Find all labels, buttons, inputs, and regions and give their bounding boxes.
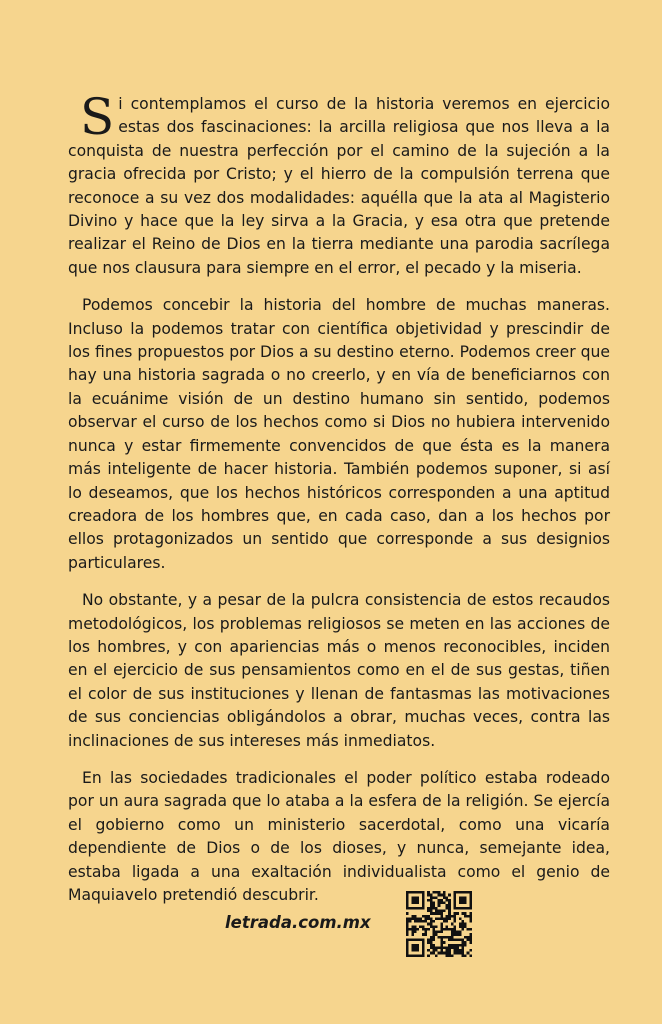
paragraph-1 [68,88,610,280]
paragraph-4: En las sociedades tradicionales el poder político estaba rodeado por un aura sagrada que lo ataba a la esfera de la religión. Se ejercía el gobierno como un ministerio sacerdotal, como una vicaría dependiente de Dios o de los dioses, y nunca, semejante idea, estaba ligada a una exaltación individualista como el genio de Maquiavelo pretendió descubrir. [68,768,610,904]
paragraph-1-text: i contemplamos el curso de la historia veremos en ejercicio estas dos fascinaciones: la arcilla religiosa que nos lleva a la conquista de nuestra perfección por el camino de la sujeción a la gracia ofrecida por Cristo; y el hierro de la compulsión terrena que reconoce a su vez dos modalidades: aquélla que la ata al Magisterio Divino y hace que la ley sirva a la Gracia, y esa otra que pretende realizar el Reino de Dios en la tierra mediante una parodia sacrílega que nos clausura para siempre en el error, el pecado y la miseria. [68,95,610,277]
paragraph-2: Podemos concebir la historia del hombre de muchas maneras. Incluso la podemos tratar con científica objetividad y prescindir de los fines propuestos por Dios a su destino eterno. Podemos creer que hay una historia sagrada o no creerlo, y en vía de beneficiarnos con la ecuánime visión de un destino humano sin sentido, podemos observar el curso de los hechos como si Dios no hubiera intervenido nunca y estar firmemente convencidos de que ésta es la manera más inteligente de hacer historia. También podemos suponer, si así lo deseamos, que los hechos históricos corresponden a una aptitud creadora de los hombres que, en cada caso, dan a los hechos por ellos protagonizados un sentido que corresponde a sus designios particulares. [68,296,610,572]
qr-code-graphic [406,891,472,957]
paragraph-3: No obstante, y a pesar de la pulcra consistencia de estos recaudos metodológicos, los problemas religiosos se meten en las acciones de los hombres, y con apariencias más o menos reconocibles, inciden en el ejercicio de sus pensamientos como en el de sus gestas, tiñen el color de sus instituciones y llenan de fantasmas las motivaciones de sus conciencias obligándolos a obrar, muchas veces, contra las inclinaciones de sus intereses más inmediatos. [68,591,610,750]
publisher-url-link[interactable]: letrada.com.mx [225,913,371,932]
drop-cap: S [80,88,115,146]
back-cover-text [68,88,610,921]
qr-code-icon[interactable] [406,891,472,957]
